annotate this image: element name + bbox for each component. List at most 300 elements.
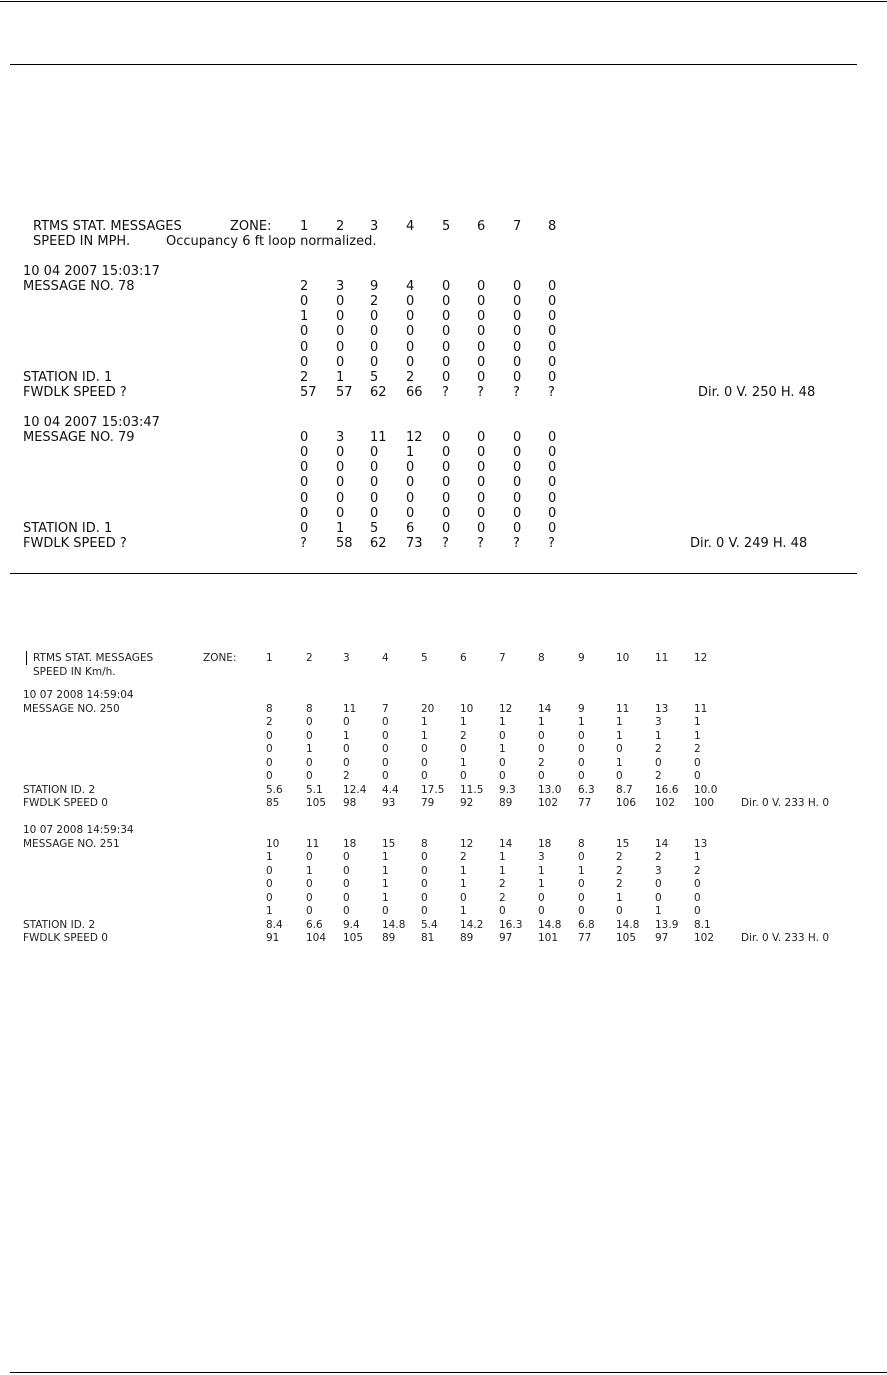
table-cell: 0 [548,460,557,476]
table-cell: 0 [421,905,428,917]
table-cell: 14 [655,837,669,850]
table-cell: 0 [300,520,309,536]
table-cell: 8 [306,702,313,715]
table-cell: 2 [694,864,701,877]
table-cell: 106 [616,797,637,809]
table-cell: 3 [336,279,345,295]
table-cell: 0 [538,905,545,917]
table-cell: 97 [655,932,669,944]
message-number: MESSAGE NO. 250 [23,702,120,715]
table-cell: 1 [382,891,389,904]
table-cell: 0 [477,445,486,461]
table-cell: 0 [336,339,345,355]
table-cell: 0 [513,475,522,491]
table-cell: 0 [406,354,415,370]
table-cell: 0 [370,309,379,325]
table-cell: 15 [382,837,396,850]
block2-zone-number: 3 [343,652,350,664]
table-cell: 0 [694,891,701,904]
table-cell: 0 [406,490,415,506]
table-cell: 7 [382,702,389,715]
block2-title: RTMS STAT. MESSAGES [33,652,154,664]
table-cell: 0 [477,520,486,536]
station-id: STATION ID. 2 [23,783,96,796]
table-cell: 2 [266,716,273,728]
table-cell: 11 [306,837,320,850]
table-cell: 0 [343,756,350,769]
table-cell: ? [548,535,555,551]
table-cell: 8 [421,837,428,850]
table-cell: 0 [306,756,313,769]
table-cell: 9 [578,702,585,715]
table-cell: 2 [406,369,415,385]
table-cell: 79 [421,797,435,809]
table-cell: 73 [406,535,423,551]
table-cell: 0 [306,905,313,917]
table-cell: 58 [336,535,353,551]
table-cell: 2 [300,369,309,385]
table-cell: 1 [655,905,662,917]
table-cell: 0 [370,490,379,506]
table-cell: 3 [538,851,545,863]
table-cell: ? [548,384,555,400]
table-cell: 6.8 [578,918,595,931]
table-cell: 0 [343,878,350,890]
table-cell: 5.1 [306,783,323,796]
table-cell: 0 [336,324,345,340]
block2-zone-number: 1 [266,652,273,664]
table-cell: 4.4 [382,783,399,796]
table-cell: 0 [442,520,451,536]
table-cell: 2 [655,743,662,755]
table-cell: 0 [442,430,451,446]
footer-rule [10,1372,887,1373]
table-cell: 1 [538,864,545,877]
table-cell: 0 [300,505,309,521]
table-cell: 0 [442,445,451,461]
table-cell: 98 [343,797,357,809]
table-cell: 0 [499,756,506,769]
table-cell: 14 [538,702,552,715]
block1-zone-number: 1 [300,219,309,234]
table-cell: 91 [266,932,280,944]
table-cell: 0 [513,520,522,536]
table-cell: 97 [499,932,513,944]
block2-zone-number: 6 [460,652,467,664]
table-cell: 0 [548,475,557,491]
table-cell: 1 [266,851,273,863]
table-cell: 1 [694,851,701,863]
table-cell: 1 [694,716,701,728]
table-cell: 1 [382,864,389,877]
table-cell: 0 [266,864,273,877]
table-cell: 1 [382,851,389,863]
table-cell: 0 [513,369,522,385]
table-cell: 0 [336,475,345,491]
table-cell: 0 [548,279,557,295]
table-cell: 0 [300,475,309,491]
table-cell: ? [477,535,484,551]
table-cell: 0 [442,324,451,340]
table-cell: 0 [406,505,415,521]
table-cell: 13 [694,837,708,850]
table-cell: 0 [370,354,379,370]
table-cell: 10 [266,837,280,850]
table-cell: 105 [343,932,364,944]
table-cell: 0 [548,354,557,370]
table-cell: 0 [266,743,273,755]
table-cell: 12 [460,837,474,850]
table-cell: 1 [499,743,506,755]
table-cell: 0 [343,864,350,877]
table-cell: 0 [343,716,350,728]
table-cell: 0 [266,891,273,904]
table-cell: 0 [442,369,451,385]
table-cell: 93 [382,797,396,809]
table-cell: 0 [548,339,557,355]
table-cell: 0 [336,490,345,506]
table-cell: 0 [370,324,379,340]
table-cell: 0 [538,743,545,755]
message-timestamp: 10 07 2008 14:59:34 [23,824,134,836]
table-cell: 0 [477,279,486,295]
table-cell: 2 [538,756,545,769]
table-cell: 11.5 [460,783,484,796]
table-cell: 0 [406,294,415,310]
table-cell: 77 [578,797,592,809]
table-cell: 2 [616,864,623,877]
table-cell: ? [513,535,520,551]
message-number: MESSAGE NO. 78 [23,279,135,295]
table-cell: 1 [336,369,345,385]
table-cell: 5 [370,520,379,536]
direction-info: Dir. 0 V. 249 H. 48 [690,535,808,551]
table-cell: 0 [382,743,389,755]
table-cell: 0 [382,716,389,728]
table-cell: 0 [616,743,623,755]
table-cell: 0 [266,756,273,769]
table-cell: 1 [499,851,506,863]
table-cell: 0 [655,891,662,904]
table-cell: 2 [460,729,467,742]
table-cell: 0 [578,891,585,904]
table-cell: 1 [306,864,313,877]
table-cell: 0 [300,460,309,476]
table-cell: 0 [382,756,389,769]
table-cell: 0 [477,294,486,310]
table-cell: 92 [460,797,474,809]
table-cell: 1 [616,756,623,769]
table-cell: 0 [370,339,379,355]
table-cell: 0 [616,770,623,782]
table-cell: 0 [370,505,379,521]
table-cell: 1 [694,729,701,742]
table-cell: 0 [306,891,313,904]
message-timestamp: 10 04 2007 15:03:47 [23,415,160,430]
table-cell: 0 [578,905,585,917]
table-cell: 0 [343,851,350,863]
block1-speed-units: SPEED IN MPH. [33,234,131,249]
table-cell: 62 [370,535,387,551]
table-cell: 0 [477,354,486,370]
table-cell: 1 [538,878,545,890]
table-cell: 62 [370,384,387,400]
table-cell: 0 [538,891,545,904]
table-cell: 0 [421,743,428,755]
table-cell: 5 [370,369,379,385]
table-cell: 14.2 [460,918,484,931]
table-cell: 14.8 [538,918,562,931]
block2-zone-number: 8 [538,652,545,664]
table-cell: 0 [513,279,522,295]
table-cell: 15 [616,837,630,850]
table-cell: 0 [548,369,557,385]
table-cell: 0 [578,851,585,863]
table-cell: 0 [382,905,389,917]
table-cell: 1 [460,864,467,877]
header-rule [10,64,857,65]
block2-zone-number: 9 [578,652,585,664]
table-cell: 6 [406,520,415,536]
table-cell: 0 [406,460,415,476]
table-cell: 57 [336,384,353,400]
block1-zone-label: ZONE: [230,219,272,234]
table-cell: 1 [300,309,309,325]
table-cell: 16.3 [499,918,523,931]
station-id: STATION ID. 2 [23,918,96,931]
table-cell: 0 [442,460,451,476]
table-cell: 0 [513,324,522,340]
table-cell: 0 [513,490,522,506]
direction-info: Dir. 0 V. 233 H. 0 [741,797,829,809]
table-cell: 1 [421,716,428,728]
table-cell: 9 [370,279,379,295]
table-cell: 11 [694,702,708,715]
table-cell: 2 [300,279,309,295]
table-cell: 0 [406,324,415,340]
table-cell: 0 [442,309,451,325]
table-cell: 3 [336,430,345,446]
table-cell: 0 [477,430,486,446]
table-cell: 12.4 [343,783,367,796]
table-cell: 0 [421,770,428,782]
table-cell: 0 [421,878,428,890]
block2-zone-number: 11 [655,652,669,664]
table-cell: 0 [513,354,522,370]
table-cell: 0 [336,460,345,476]
table-cell: 2 [499,878,506,890]
table-cell: ? [300,535,307,551]
block1-zone-number: 4 [406,219,415,234]
table-cell: 0 [578,770,585,782]
block2-zone-number: 12 [694,652,708,664]
block1-zone-number: 8 [548,219,557,234]
table-cell: 0 [300,430,309,446]
table-cell: 0 [548,324,557,340]
table-cell: 0 [306,716,313,728]
block2-speed-units: SPEED IN Km/h. [33,666,116,678]
table-cell: 1 [421,729,428,742]
table-cell: 17.5 [421,783,445,796]
block1-title: RTMS STAT. MESSAGES [33,219,182,234]
table-cell: 0 [499,905,506,917]
block2-zone-number: 10 [616,652,630,664]
block2-zone-number: 2 [306,652,313,664]
table-cell: 0 [336,294,345,310]
table-cell: 16.6 [655,783,679,796]
table-cell: 57 [300,384,317,400]
table-cell: 1 [460,905,467,917]
table-cell: 0 [336,354,345,370]
block1-zone-number: 5 [442,219,451,234]
table-cell: 105 [306,797,327,809]
table-cell: 89 [382,932,396,944]
table-cell: 0 [421,864,428,877]
table-cell: 0 [578,743,585,755]
table-cell: 9.4 [343,918,360,931]
table-cell: 0 [266,729,273,742]
table-cell: 0 [343,905,350,917]
table-cell: 1 [499,864,506,877]
table-cell: 1 [460,878,467,890]
table-cell: 89 [460,932,474,944]
table-cell: 1 [406,445,415,461]
table-cell: 1 [460,716,467,728]
table-cell: 0 [370,460,379,476]
table-cell: 102 [694,932,715,944]
table-cell: 0 [655,878,662,890]
fwdlk-speed: FWDLK SPEED 0 [23,797,108,809]
table-cell: 0 [306,878,313,890]
table-cell: 5.6 [266,783,283,796]
table-cell: 0 [548,490,557,506]
table-cell: 3 [655,716,662,728]
table-cell: ? [513,384,520,400]
block2-zone-number: 7 [499,652,506,664]
table-cell: 0 [336,445,345,461]
table-cell: 0 [300,339,309,355]
table-cell: 0 [513,445,522,461]
table-cell: 9.3 [499,783,516,796]
table-cell: 0 [300,490,309,506]
table-cell: 0 [694,756,701,769]
table-cell: 0 [477,460,486,476]
table-cell: 0 [578,878,585,890]
table-cell: 105 [616,932,637,944]
table-cell: 89 [499,797,513,809]
table-cell: 2 [499,891,506,904]
table-cell: 20 [421,702,435,715]
table-cell: 0 [578,756,585,769]
message-number: MESSAGE NO. 79 [23,430,135,446]
table-cell: 104 [306,932,327,944]
table-cell: 14 [499,837,513,850]
table-cell: 8.1 [694,918,711,931]
table-cell: 85 [266,797,280,809]
table-cell: 2 [616,878,623,890]
table-cell: 10 [460,702,474,715]
figure-separator-rule [10,573,857,574]
table-cell: 0 [421,891,428,904]
table-cell: 6.3 [578,783,595,796]
table-cell: 11 [370,430,387,446]
table-cell: 8 [266,702,273,715]
station-id: STATION ID. 1 [23,520,113,536]
block1-zone-number: 6 [477,219,486,234]
table-cell: 10.0 [694,783,718,796]
table-cell: 0 [513,294,522,310]
table-cell: 0 [477,505,486,521]
table-cell: 0 [442,490,451,506]
block2-zone-number: 5 [421,652,428,664]
table-cell: 2 [343,770,350,782]
table-cell: 0 [477,475,486,491]
table-cell: 0 [382,770,389,782]
table-cell: 8.7 [616,783,633,796]
table-cell: 2 [616,851,623,863]
table-cell: 1 [578,864,585,877]
table-cell: 0 [538,729,545,742]
table-cell: 2 [655,770,662,782]
table-cell: 0 [477,309,486,325]
table-cell: 0 [548,430,557,446]
table-cell: 1 [616,729,623,742]
table-cell: 0 [548,520,557,536]
table-cell: 0 [442,339,451,355]
table-cell: 0 [548,309,557,325]
table-cell: 81 [421,932,435,944]
table-cell: 101 [538,932,559,944]
table-cell: 0 [694,878,701,890]
table-cell: 0 [300,445,309,461]
table-cell: 100 [694,797,715,809]
table-cell: 14.8 [616,918,640,931]
message-number: MESSAGE NO. 251 [23,837,120,850]
table-cell: 0 [306,770,313,782]
table-cell: 0 [460,770,467,782]
table-cell: 11 [616,702,630,715]
block2-zone-number: 4 [382,652,389,664]
table-cell: 0 [694,905,701,917]
table-cell: 0 [655,756,662,769]
table-cell: 0 [370,475,379,491]
table-cell: 77 [578,932,592,944]
table-cell: 0 [548,505,557,521]
table-cell: 0 [460,891,467,904]
table-cell: 18 [343,837,357,850]
table-cell: 11 [343,702,357,715]
table-cell: 0 [548,294,557,310]
message-timestamp: 10 04 2007 15:03:17 [23,264,160,279]
table-cell: 0 [477,369,486,385]
table-cell: 0 [513,339,522,355]
table-cell: 1 [266,905,273,917]
table-cell: 1 [616,716,623,728]
block1-zone-number: 3 [370,219,379,234]
table-cell: 14.8 [382,918,406,931]
table-cell: 1 [343,729,350,742]
table-cell: ? [442,384,449,400]
table-cell: 0 [266,770,273,782]
table-cell: 0 [406,475,415,491]
message-timestamp: 10 07 2008 14:59:04 [23,689,134,701]
table-cell: 0 [442,279,451,295]
table-cell: 3 [655,864,662,877]
table-cell: 0 [499,729,506,742]
table-cell: 12 [406,430,423,446]
table-cell: 1 [578,716,585,728]
table-cell: 0 [477,490,486,506]
